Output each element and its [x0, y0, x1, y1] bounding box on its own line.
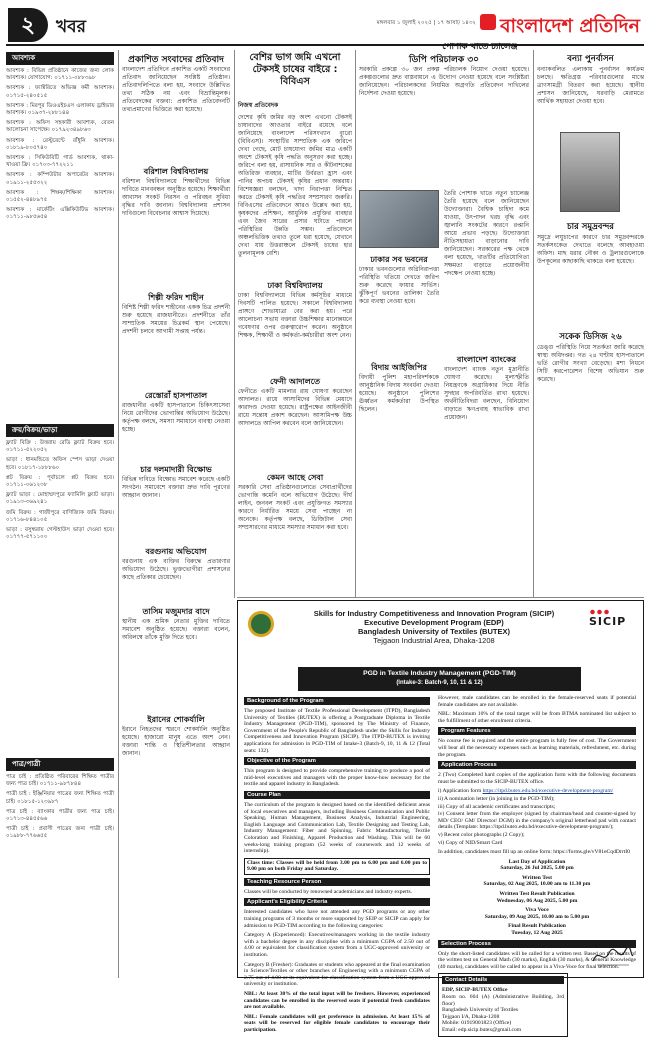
application-item: iv) Consent letter from the employer (signed by chairman/head and counter-signed by MD/ CEO/ GM/ Director/ DGM) in the company's original letterhead pad with contact details (Template: https://itpd.butex.edu.bd/executive-development-program/); [438, 811, 636, 831]
story-body: সমুদ্রে লঘুচাপের কারণে চার সমুদ্রবন্দরকে সতর্কসংকেত দেখাতে বলেছে আবহাওয়া অফিস। মাছ ধরার নৌকা ও ট্রলারগুলোকে উপকূলের কাছাকাছি থাকতে বলা হয়েছে। [537, 234, 644, 265]
lead-headline: বেশির ভাগ জমি এখনো টেকসই চাষের বাইরে : বিবিএস [249, 52, 341, 87]
classified-item: জমি বিক্রয় : গাজীপুরে বাণিজ্যিক জমি বিক্রয়। ০১৭১৬-৮৪৪১০৫ [6, 509, 114, 523]
story-headline: ডিপি পরিচালক ৩০ [409, 55, 479, 65]
classified-item: আবশ্যক : বিভিন্ন প্রতিষ্ঠানে কাজের জন্য লোক আবশ্যক। যোগাযোগ: ০১৭১১-০৮৮৩৯৮ [6, 68, 114, 82]
program-intake: (Intake-3: Batch-9, 10, 11 & 12) [396, 680, 483, 686]
final-result-date: Tuesday, 12 Aug 2025 [511, 930, 563, 937]
classified-rent-list [6, 440, 114, 750]
application-item: vi) Copy of NID/Smart Card [438, 839, 503, 846]
story-body: বিভিন্ন দাবিতে বিক্ষোভ সমাবেশ করেছে একটি সংগঠন। সমাবেশে বক্তারা দ্রুত দাবি পূরণের আহ্বান জানান। [122, 476, 230, 499]
story-headline: কেমন আছে সেবা [266, 473, 324, 482]
story-body: বরগুনায় এক ব্যক্তির বিরুদ্ধে প্রতারণার অভিযোগ উঠেছে। ভুক্তভোগীরা প্রশাসনের কাছে প্রতিকার চেয়েছেন। [122, 558, 230, 581]
classified-item: প্লট বিক্রয় : পূর্বাচলে প্লট বিক্রয় হবে। ০১৭১১-০৬১২৩৮ [6, 474, 114, 489]
viva-heading: Viva Voce [525, 907, 549, 914]
portrait-photo [560, 132, 620, 212]
section-heading: Contact Details [442, 976, 564, 984]
online-form-link[interactable]: In addition, candidates must fill up an online form: https://forms.gle/vV81eCqdDrrtI0 [438, 849, 630, 856]
classified-item: ফ্ল্যাট ভাড়া : মোহাম্মদপুরে ফ্যামিলি ফ্ল্যাট ভাড়া। ০১৯১৩-৩৬৯২৪১ [6, 492, 114, 506]
story-body: ডেঙ্গু পরিস্থিতি নিয়ে সতর্কতা জারি করেছে স্বাস্থ্য অধিদপ্তর। গত ২৪ ঘণ্টায় হাসপাতালে ভর্তি রোগীর সংখ্যা বেড়েছে। মশা নিধনে সিটি করপোরেশন বিশেষ অভিযান শুরু করেছে। [537, 344, 644, 383]
classified-section-header: আবশ্যক [6, 52, 114, 65]
story-body: তৈরি পোশাক খাতে নতুন চ্যালেঞ্জ তৈরি হয়েছে বলে জানিয়েছেন উদ্যোক্তারা। বৈশ্বিক চাহিদা কমে যাওয়া, উৎপাদন খরচ বৃদ্ধি এবং জ্বালানি সংকটের কারণে রপ্তানি আয়ে প্রভাব পড়ছে। উদ্যোক্তারা নীতিসহায়তা বাড়ানোর দাবি জানিয়েছেন। সরকারের পক্ষ থেকে বলা হয়েছে, খাতটির প্রতিযোগিতা সক্ষমতা বাড়াতে প্রয়োজনীয় পদক্ষেপ নেওয়া হচ্ছে। [444, 190, 529, 277]
story-headline: বন্যা পুনর্বাসন [567, 54, 614, 64]
signature-icon [591, 943, 635, 969]
ad-header-line: Skills for Industry Competitiveness and Innovation Program (SICIP) [313, 609, 555, 618]
classified-item: পাত্রী চাই : ইঞ্জিনিয়ার পাত্রের জন্য শিক্ষিত পাত্রী চাই। ০১৮১৫-১২৩৯৮৭ [6, 791, 114, 805]
application-item: iii) Copy of all academic certificates and transcripts; [438, 803, 556, 810]
application-item: v) Recent color photographs (2 Copy); [438, 831, 525, 838]
ad-header-text [284, 609, 584, 645]
section-text: Only the short-listed candidates will be called for a written test. Based on the results of the written test on General Math (30 marks), English (30 marks), & General Knowledge (40 marks), candidates will be called to appear in a Viva-Voce for final selection. [438, 950, 636, 970]
lead-body: দেশের কৃষি জমির বড় অংশ এখনো টেকসই চাষাবাদের আওতার বাইরে রয়েছে বলে জানিয়েছে বাংলাদেশ পরিসংখ্যান ব্যুরো (বিবিএস)। সংস্থাটির সাম্প্রতিক এক জরিপে দেখা গেছে, মোট চাষযোগ্য জমির মাত্র একটি অংশে টেকসই কৃষি পদ্ধতি অনুসরণ করা হচ্ছে। জরিপে বলা হয়, রাসায়নিক সার ও কীটনাশকের অতিরিক্ত ব্যবহার, মাটির উর্বরতা হ্রাস এবং পানির অপচয় টেকসই কৃষির প্রধান অন্তরায়। বিশেষজ্ঞরা বলছেন, খাদ্য নিরাপত্তা নিশ্চিত করতে টেকসই কৃষি পদ্ধতির সম্প্রসারণ জরুরি। বিবিএসের প্রতিবেদনে আরও উল্লেখ করা হয়, কৃষকদের প্রশিক্ষণ, আধুনিক প্রযুক্তির ব্যবহার এবং জৈব সারের প্রসার ঘটাতে পারলে পরিস্থিতির উন্নতি সম্ভব। প্রতিবেদনে অঞ্চলভিত্তিক তথ্যও তুলে ধরা হয়েছে, যেখানে দেখা যায় উত্তরাঞ্চলে টেকসই চাষের হার তুলনামূলক বেশি। [238, 114, 352, 257]
note: NBL: At least 30% of the total input will be freshers. However, experienced candidates can be enrolled in the reserved seats if potential fresh candidates are not available. [244, 991, 430, 1011]
category-b: Category B (Fresher): Graduates or students who appeared at the final examination in Science/Textiles or other branches of Engineering with a minimum CGPA of 2.75 out of 4.00 or its equivalent for classification system from a UGC-approved university or institution. [244, 961, 430, 988]
classified-item: আবশ্যক : রেস্টুরেন্টে রাঁধুনি আবশ্যক। ০১৮১৯-৮০৫৭৪০ [6, 137, 114, 151]
classified-item: আবশ্যক : শিক্ষক/শিক্ষিকা আবশ্যক। ০১৫৫২-৪৪৮৯৭৫ [6, 189, 114, 204]
story-headline: তাসিম মজুমদার বাদে [142, 607, 210, 616]
class-time: Class time: Classes will be held from 3.00 pm to 6.00 pm and 6.00 pm to 9.00 pm on both Friday and Saturday. [244, 858, 430, 875]
application-item: ii) A nomination letter (in joining in the PGD-TIM); [438, 795, 555, 802]
news-photo [359, 190, 439, 248]
ad-header-line: Executive Development Program (EDP) [364, 618, 504, 627]
story-body: বাংলাদেশ ব্যাংক নতুন মুদ্রানীতি ঘোষণা করেছে। মূল্যস্ফীতি নিয়ন্ত্রণকে অগ্রাধিকার দিয়ে নীতি সুদহার অপরিবর্তিত রাখা হয়েছে। অর্থনীতিবিদরা বলছেন, বিনিয়োগ বাড়াতে ঋণপ্রবাহ স্বাভাবিক রাখা প্রয়োজন। [444, 366, 529, 421]
last-date: Saturday, 26 Jul 2025, 5.00 pm [500, 865, 574, 872]
story-body: বরিশাল বিশ্ববিদ্যালয়ে শিক্ষার্থীদের বিভিন্ন দাবিতে মানববন্ধন অনুষ্ঠিত হয়েছে। শিক্ষার্থীরা আবাসন সংকট নিরসন ও পরিবহন সুবিধা বৃদ্ধির দাবি জানান। বিশ্ববিদ্যালয় প্রশাসন দাবিগুলো বিবেচনার আশ্বাস দিয়েছে। [122, 178, 230, 217]
masthead [6, 6, 644, 46]
section-heading: Objective of the Program [244, 757, 430, 765]
classified-item: ভাড়া : ধানমন্ডিতে অফিস স্পেস ভাড়া দেওয়া হবে। ০১৮১৭-১৮৮৮৬০ [6, 457, 114, 471]
section-heading: Program Features [438, 727, 636, 735]
note: NBL: Female candidates will get preference in admission. At least 15% of seats will be reserved for eligible female candidates to encourage their participation. [244, 1013, 430, 1033]
contact-line: EDP, SICIP-BUTEX Office [442, 987, 508, 994]
note: However, male candidates can be enrolled in the female-reserved seats if potential female candidates are not available. [438, 695, 636, 708]
story-body: ফেনীতে একটি মামলার রায় ঘোষণা করেছেন আদালত। রায়ে আসামিদের বিভিন্ন মেয়াদে কারাদণ্ড দেওয়া হয়েছে। রাষ্ট্রপক্ষের আইনজীবী রায়ে সন্তোষ প্রকাশ করেছেন। আসামিপক্ষ উচ্চ আদালতে আপিল করবেন বলে জানিয়েছেন। [238, 388, 352, 427]
classified-rent-header: ক্রয়/বিক্রয়/ভাড়া [6, 424, 114, 437]
contact-email[interactable]: Email: edp.sicip.butex@gmail.com [442, 1026, 522, 1033]
story-headline: বাংলাদেশ ব্যাংকের [456, 355, 517, 364]
ad-header [244, 605, 639, 665]
classified-item: আবশ্যক : ফ্যাক্টরিতে অভিজ্ঞ কর্মী আবশ্যক। ০১৭১৫-২৪০৫১৫ [6, 85, 114, 99]
classified-item: ভাড়া : বসুন্ধরায় গেস্টহাউস ভাড়া দেওয়া হবে। ০১৭৭৭-৫৭১১০০ [6, 527, 114, 541]
ad-left-column [244, 695, 430, 1033]
story-headline: ফেনী আদালতে [270, 377, 320, 386]
lead-byline: নিজস্ব প্রতিবেদক [238, 102, 279, 109]
story-body: রাজধানীর একটি হাসপাতালে চিকিৎসাসেবা নিয়ে রোগীদের ভোগান্তির অভিযোগ উঠেছে। কর্তৃপক্ষ বলছে, সমস্যা সমাধানে ব্যবস্থা নেওয়া হচ্ছে। [122, 402, 230, 433]
section-text: No course fee is required and the entire program is fully free of cost. The Government will bear all the necessary expenses such as learning materials, refreshment, etc. during the program. [438, 738, 636, 758]
classified-matrimony-list [6, 774, 114, 978]
story-headline: শিল্পী ফরিদ শাহীন [148, 293, 204, 302]
section-text: This program is designed to provide comprehensive training to produce a pool of mid-level executives and managers with the proper know-how necessary for the textile and apparel industry in Bangladesh. [244, 768, 430, 788]
note: NBL: Maximum 10% of the total target will be from BTMA nominated list subject to the fulfillment of other enrolment criteria. [438, 711, 636, 724]
story-body: বিশিষ্ট শিল্পী ফরিদ শাহীনের একক চিত্র প্রদর্শনী শুরু হয়েছে রাজধানীতে। প্রদর্শনীতে তাঁর সাম্প্রতিক সময়ের চিত্রকর্ম স্থান পেয়েছে। প্রদর্শনী চলবে আগামী সপ্তাহ পর্যন্ত। [122, 304, 230, 335]
classified-item: পাত্র চাই : প্রতিষ্ঠিত পরিবারের শিক্ষিত পাত্রীর জন্য পাত্র চাই। ০১৭১১-৯৮৭৮৪৪ [6, 774, 114, 788]
final-result-heading: Final Result Publication [508, 923, 566, 930]
contact-line: Tejgaon I/A, Dhaka-1208 [442, 1013, 500, 1020]
section-rule [237, 597, 644, 598]
contact-line: Mobile: 01919001823 (Office) [442, 1020, 512, 1027]
column-rule [355, 50, 356, 598]
page-number: ২ [8, 8, 48, 42]
story-body: ঢাকা বিশ্ববিদ্যালয়ে বিভিন্ন কর্মসূচির মাধ্যমে দিবসটি পালিত হয়েছে। সকালে বিশ্ববিদ্যালয় প্রাঙ্গণে শোভাযাত্রা বের করা হয়। পরে আলোচনা সভায় বক্তারা উচ্চশিক্ষার মানোন্নয়নে গবেষণার ওপর গুরুত্বারোপ করেন। অনুষ্ঠানে শিক্ষক, শিক্ষার্থী ও কর্মকর্তা-কর্মচারীরা অংশ নেন। [238, 292, 352, 339]
story-body: বিদায়ী পুলিশ মহাপরিদর্শককে আনুষ্ঠানিক বিদায় সংবর্ধনা দেওয়া হয়েছে। অনুষ্ঠানে পুলিশের ঊর্ধ্বতন কর্মকর্তারা উপস্থিত ছিলেন। [359, 374, 439, 413]
story-headline: বরিশাল বিশ্ববিদ্যালয় [143, 167, 209, 176]
story-body: সরকারি প্রকল্পে ৩০ জন প্রকল্প পরিচালক নিয়োগ দেওয়া হয়েছে। প্রকল্পগুলোর দ্রুত বাস্তবায়নে এ উদ্যোগ নেওয়া হয়েছে বলে সংশ্লিষ্টরা জানিয়েছেন। পরিচালকদের নিয়মিত অগ্রগতি প্রতিবেদন দাখিলের নির্দেশনা দেওয়া হয়েছে। [359, 66, 529, 97]
category-a: Category A (Experienced): Executives/managers working in the textile industry with a bachelor degree in any discipline with a minimum CGPA of 2.50 out of 4.00 or equivalent for classification system from a UGC-approved university or institution. [244, 932, 430, 959]
section-heading: Application Process [438, 761, 636, 769]
classified-item: ফ্ল্যাট বিক্রি : উত্তরায় রেডি ফ্ল্যাট বিক্রয় হবে। ০১৭১১-৫২২০৫২ [6, 440, 114, 454]
classified-item: আবশ্যক : মিরপুর ডিওএইচএস এলাকায় ড্রাইভার আবশ্যক। ০১৯৩৭-২৮৮১৪৪ [6, 102, 114, 117]
story-headline: চার দলমাদারী বিক্ষোভ [140, 465, 212, 474]
written-result-heading: Written Test Result Publication [499, 891, 575, 898]
contact-line: Room no. 604 (A) (Administrative Building, 3rd floor) [442, 994, 564, 1007]
story-headline: ঢাকা বিশ্ববিদ্যালয় [267, 281, 323, 290]
program-title: PGD in Textile Industry Management (PGD-TIM) [363, 670, 516, 677]
story-headline: প্রকাশিত সংবাদের প্রতিবাদ [128, 55, 224, 65]
classified-item: পাত্র চাই : ব্যাংকার পাত্রীর জন্য পাত্র চাই। ০১৭১৩-৪৪৫৫৬৬ [6, 808, 114, 823]
application-item-label: i) Application form [438, 788, 482, 795]
section-text: Interested candidates who have not attended any PGD programs or any other training programs of 3 months or more supported by SEIP or SICIP can apply for admission to PGD-TIM according to the following categories: [244, 909, 430, 929]
column-rule [533, 50, 534, 598]
story-body: বাংলাদেশ প্রতিদিনে প্রকাশিত একটি সংবাদের প্রতিবাদ জানিয়েছেন সংশ্লিষ্ট প্রতিষ্ঠান। প্রতিবাদলিপিতে বলা হয়, সংবাদে উল্লিখিত তথ্য সঠিক নয় এবং বিভ্রান্তিমূলক। প্রতিবেদকের বক্তব্য: প্রকাশিত প্রতিবেদনটি তথ্যপ্রমাণের ভিত্তিতে করা হয়েছে। [122, 66, 230, 113]
classified-matrimony-header: পাত্র/পাত্রী [6, 758, 114, 771]
written-test-heading: Written Test [522, 874, 552, 881]
section-text: The curriculum of the program is designed based on the identified deficient areas of local executives and managers, including Business Communication and Public Speaking, Human Management, Business Analysis, Industrial Engineering, English Language and Communication Lab, Textile Designing and Testing Lab, Industry Management: Fiber and Spinning, Fabric Manufacturing, Textile Coloration and Finishing, Apparel Production and Washing. This will be 60 weeks-long training program (52 weeks of coursework and 12 weeks of internship). [244, 801, 430, 855]
written-test-date: Saturday, 02 Aug 2025, 10.00 am to 11.30 pm [483, 881, 591, 888]
story-body: স্থানীয় এক শ্রমিক নেতার মুক্তির দাবিতে সমাবেশ অনুষ্ঠিত হয়েছে। বক্তারা বলেন, অবিলম্বে তাঁকে মুক্তি দিতে হবে। [122, 618, 230, 641]
brand-logo-icon [480, 14, 496, 30]
column-rule [118, 50, 119, 978]
contact-line: Bangladesh University of Textiles [442, 1007, 519, 1014]
section-text: 2 (Two) Completed hard copies of the application form with the following documents must be submitted to the SICIP-BUTEX office. [438, 772, 636, 785]
viva-date: Saturday, 09 Aug 2025, 10.00 am to 5.00 pm [484, 913, 590, 920]
last-date-heading: Last Day of Application [508, 858, 566, 865]
classified-item: আবশ্যক : মার্কেটিং এক্সিকিউটিভ আবশ্যক। ০১৭১১-৯৮৫৬৫৪ [6, 207, 114, 221]
issue-date: মঙ্গলবার ১ জুলাই ২০২৫ | ১৭ আষাঢ় ১৪৩২ [376, 20, 476, 26]
story-headline: চার সমুদ্রবন্দর [567, 222, 614, 232]
story-headline: ইরানের শোকর্যালি [147, 715, 205, 724]
story-body: বন্যাকবলিত এলাকায় পুনর্বাসন কার্যক্রম চলছে। ক্ষতিগ্রস্ত পরিবারগুলোর মাঝে ত্রাণসামগ্রী বিতরণ করা হয়েছে। স্থানীয় প্রশাসন জানিয়েছে, ঘরবাড়ি মেরামতে আর্থিক সহায়তা দেওয়া হবে। [537, 66, 644, 105]
section-heading: Background of the Program [244, 697, 430, 705]
column-rule [234, 50, 235, 598]
story-headline: রেস্তোরাঁ হাসপাতাল [144, 391, 208, 400]
section-heading: Course Plan [244, 791, 430, 799]
sicip-logo [589, 609, 637, 628]
story-body: সরকারি সেবা প্রতিষ্ঠানগুলোতে সেবাপ্রার্থীদের ভোগান্তি কমেনি বলে অভিযোগ উঠেছে। দীর্ঘ লাইন, জনবল সংকট এবং প্রযুক্তিগত সমস্যার কারণে নির্ধারিত সময়ে সেবা পাচ্ছেন না অনেকে। কর্তৃপক্ষ বলছে, ডিজিটাল সেবা সম্প্রসারণের মাধ্যমে সমস্যার সমাধান করা হবে। [238, 484, 352, 531]
classified-item: আবশ্যক : সিকিউরিটি গার্ড আবশ্যক, থাকা-খাওয়া ফ্রি। ০১৭০৩-৭৭২২১১ [6, 155, 114, 169]
section-name: খবর [56, 17, 86, 37]
sicip-logo-text: SICIP [589, 615, 627, 628]
story-body: ইরানে নিহতদের স্মরণে শোকর্যালি অনুষ্ঠিত হয়েছে। হাজারো মানুষ এতে অংশ নেন। বক্তারা শান্তি ও স্থিতিশীলতার আহ্বান জানান। [122, 726, 230, 757]
story-headline: ঢাকার সব ভবনের [370, 255, 428, 264]
section-heading: Teaching Resource Person [244, 878, 430, 886]
application-form-link[interactable]: https://itpd.butex.edu.bd/executive-development-program/ [482, 788, 614, 795]
section-text: The proposed Institute of Textile Professional Development (ITPD), Bangladesh University of Textiles (BUTEX) is offering a Postgraduate Diploma in Textile Industry Management (PGD-TIM), sponsored by The Ministry of Finance, Government of the People's Republic of Bangladesh under the Skills for Industry Competitiveness and Innovation Program (SICIP). The ITPD-BUTEX is inviting applications for admission in PGD-TIM of Intake-3 (Batch-9, 10, 11 & 12 (Total seats: 132). [244, 708, 430, 754]
story-headline: বরগুনায় অভিযোগ [145, 547, 207, 556]
story-body: ঢাকার ভবনগুলোর অগ্নিনিরাপত্তা পরিস্থিতি খতিয়ে দেখতে জরিপ শুরু করেছে ফায়ার সার্ভিস। ঝুঁকিপূর্ণ ভবনের তালিকা তৈরি করে ব্যবস্থা নেওয়া হবে। [359, 266, 439, 305]
application-form-item [438, 788, 636, 795]
story-headline: সকেক ডিসিজ ২৬ [559, 332, 622, 342]
classified-item: আবশ্যক : অফিস সহকারী আবশ্যক, বেতন আলোচনা সাপেক্ষে। ০১৭৯২৩৪৯৮৬৩ [6, 120, 114, 134]
story-headline: বিদায় আইজিপির [371, 363, 427, 372]
story-headline: পোশাক খাতে চ্যালেঞ্জ [442, 42, 518, 52]
ad-header-line: Tejgaon Industrial Area, Dhaka-1208 [373, 636, 495, 645]
sicip-advertisement [237, 600, 644, 1033]
brand-name: বাংলাদেশ প্রতিদিন [499, 15, 640, 37]
program-title-banner [298, 667, 581, 691]
brand [480, 10, 640, 40]
ad-header-line: Bangladesh University of Textiles (BUTEX) [358, 627, 510, 636]
ad-right-column [438, 695, 636, 1033]
classified-list [6, 68, 114, 418]
section-heading: Applicant's Eligibility Criteria [244, 898, 430, 906]
section-text: Classes will be conducted by renowned academicians and industry experts. [244, 888, 413, 895]
written-result-date: Wednesday, 06 Aug 2025, 5.00 pm [496, 897, 578, 904]
government-emblem-icon [248, 611, 274, 637]
classified-item: আবশ্যক : কম্পিউটার অপারেটর আবশ্যক। ০১৯১১-২৫৫৩২২ [6, 172, 114, 186]
classified-item: পাত্রী চাই : প্রবাসী পাত্রের জন্য পাত্রী চাই। ০১৯৮৮-৭৭৬৬৫৫ [6, 826, 114, 840]
contact-box [438, 973, 568, 1036]
section-heading: Selection Process [438, 940, 636, 948]
